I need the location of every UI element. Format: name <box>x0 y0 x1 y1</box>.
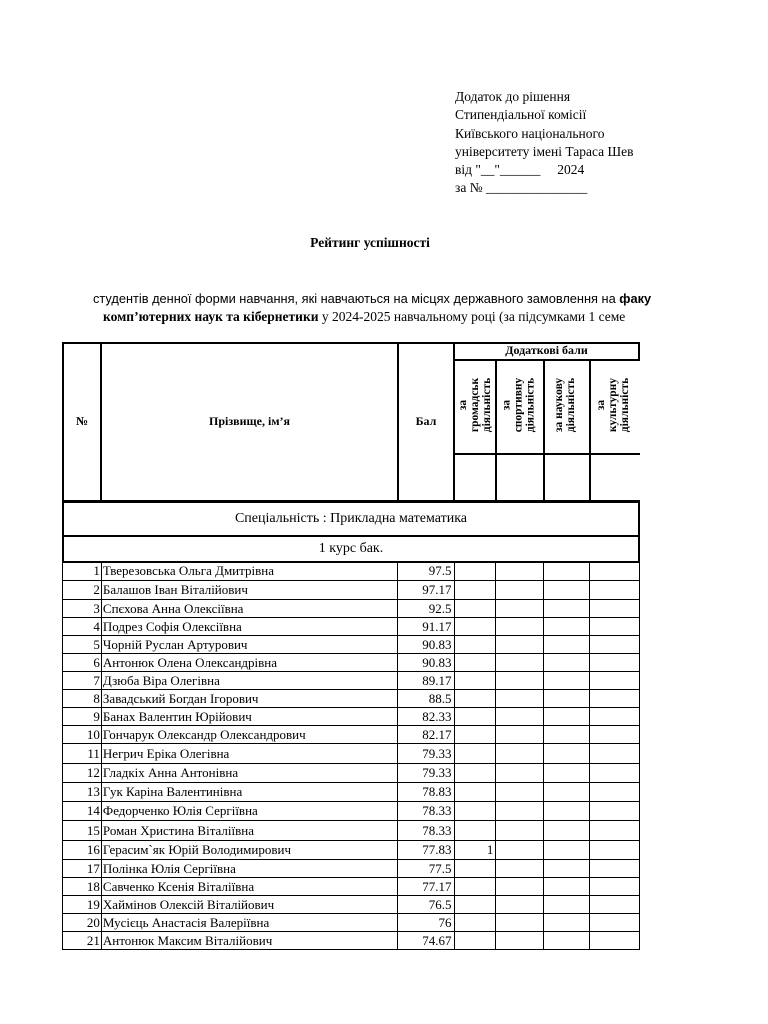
extra-science-points <box>544 764 590 783</box>
student-score: 79.33 <box>397 764 454 783</box>
extra-science-points <box>544 783 590 802</box>
table-row <box>63 581 640 600</box>
table-row <box>63 654 640 672</box>
extra-social-points <box>454 618 496 636</box>
extra-science-points <box>544 932 590 950</box>
extra-science-points <box>544 581 590 600</box>
extra-science-points <box>544 860 590 878</box>
extra-sport-points <box>496 654 544 672</box>
header-extra-col-3 <box>543 359 591 455</box>
extra-culture-points <box>590 581 640 600</box>
extra-sport-points <box>496 618 544 636</box>
extra-sport-points <box>496 932 544 950</box>
intro-line-1 <box>62 290 652 308</box>
student-name: Хаймінов Олексій Віталійович <box>101 896 397 914</box>
stamp-line-4: університету імені Тараса Шев <box>455 143 634 159</box>
row-number: 9 <box>63 708 102 726</box>
stamp-line-5: від "__"______ 2024 <box>455 162 585 178</box>
extra-culture-points <box>590 878 640 896</box>
extra-science-points <box>544 690 590 708</box>
students-table <box>62 561 640 950</box>
header-divider-2 <box>543 453 545 502</box>
row-number: 13 <box>63 783 102 802</box>
student-score: 78.33 <box>397 821 454 841</box>
extra-sport-points <box>496 690 544 708</box>
extra-culture-points <box>590 744 640 764</box>
row-number: 20 <box>63 914 102 932</box>
student-score: 82.17 <box>397 726 454 744</box>
student-score: 77.5 <box>397 860 454 878</box>
table-row <box>63 914 640 932</box>
course-row <box>62 535 640 563</box>
table-row <box>63 821 640 841</box>
extra-science-points <box>544 744 590 764</box>
header-name: Прізвище, ім’я <box>208 414 290 428</box>
table-row <box>63 672 640 690</box>
specialty-label: Спеціальність : Прикладна математика <box>234 511 468 526</box>
student-name: Балашов Іван Віталійович <box>101 581 397 600</box>
row-number: 15 <box>63 821 102 841</box>
student-name: Банах Валентин Юрійович <box>101 708 397 726</box>
intro-line-1-bold: факу <box>619 291 652 306</box>
row-number: 12 <box>63 764 102 783</box>
header-extra-col-2 <box>495 359 545 455</box>
course-label: 1 курс бак. <box>318 541 384 556</box>
extra-sport-points <box>496 600 544 618</box>
student-name: Федорченко Юлія Сергіївна <box>101 802 397 821</box>
student-score: 74.67 <box>397 932 454 950</box>
header-score: Бал <box>415 414 437 428</box>
extra-social-points <box>454 654 496 672</box>
row-number: 3 <box>63 600 102 618</box>
extra-sport-points <box>496 581 544 600</box>
extra-culture-points <box>590 841 640 860</box>
stamp-line-1: Додаток до рішення <box>455 89 571 104</box>
table-row <box>63 878 640 896</box>
extra-social-points <box>454 860 496 878</box>
extra-social-points <box>454 672 496 690</box>
row-number: 4 <box>63 618 102 636</box>
student-score: 77.17 <box>397 878 454 896</box>
student-score: 76 <box>397 914 454 932</box>
student-name: Спєхова Анна Олексіївна <box>101 600 397 618</box>
header-extra-col-4 <box>589 359 640 455</box>
extra-science-points <box>544 562 590 581</box>
header-score-cell <box>397 342 455 502</box>
header-extra-col-1 <box>453 359 497 455</box>
extra-social-points <box>454 636 496 654</box>
extra-science-points <box>544 821 590 841</box>
extra-culture-points <box>590 600 640 618</box>
extra-sport-points <box>496 783 544 802</box>
row-number: 19 <box>63 896 102 914</box>
extra-science-points <box>544 841 590 860</box>
student-score: 78.83 <box>397 783 454 802</box>
student-score: 97.5 <box>397 562 454 581</box>
extra-social-points <box>454 690 496 708</box>
student-score: 91.17 <box>397 618 454 636</box>
stamp-line-6: за № _______________ <box>455 180 588 196</box>
extra-sport-points <box>496 636 544 654</box>
header-num: № <box>75 414 89 428</box>
student-name: Тверезовська Ольга Дмитрівна <box>101 562 397 581</box>
extra-culture-points <box>590 860 640 878</box>
extra-science-points <box>544 672 590 690</box>
row-number: 17 <box>63 860 102 878</box>
extra-culture-points <box>590 618 640 636</box>
extra-sport-points <box>496 896 544 914</box>
student-name: Завадський Богдан Ігорович <box>101 690 397 708</box>
extra-culture-points <box>590 654 640 672</box>
extra-sport-points <box>496 764 544 783</box>
row-number: 6 <box>63 654 102 672</box>
extra-social-points <box>454 708 496 726</box>
row-number: 10 <box>63 726 102 744</box>
extra-science-points <box>544 726 590 744</box>
table-row <box>63 600 640 618</box>
extra-social-points <box>454 581 496 600</box>
header-extra-4: за культурну діяльність <box>595 377 632 433</box>
extra-culture-points <box>590 932 640 950</box>
extra-sport-points <box>496 562 544 581</box>
header-extra-2: за спортивну діяльність <box>500 377 536 433</box>
extra-culture-points <box>590 914 640 932</box>
table-row <box>63 726 640 744</box>
extra-science-points <box>544 654 590 672</box>
row-number: 16 <box>63 841 102 860</box>
extra-science-points <box>544 896 590 914</box>
student-score: 82.33 <box>397 708 454 726</box>
student-name: Роман Христина Віталіївна <box>101 821 397 841</box>
student-name: Антонюк Максим Віталійович <box>101 932 397 950</box>
table-row <box>63 860 640 878</box>
student-name: Чорній Руслан Артурович <box>101 636 397 654</box>
extra-culture-points <box>590 802 640 821</box>
student-name: Мусієць Анастасія Валеріївна <box>101 914 397 932</box>
extra-science-points <box>544 600 590 618</box>
student-score: 79.33 <box>397 744 454 764</box>
extra-sport-points <box>496 878 544 896</box>
extra-social-points <box>454 600 496 618</box>
extra-culture-points <box>590 821 640 841</box>
header-extra-group: Додаткові бали <box>505 343 588 357</box>
students-table-body <box>63 562 640 950</box>
extra-social-points <box>454 932 496 950</box>
extra-sport-points <box>496 726 544 744</box>
table-row <box>63 764 640 783</box>
header-num-cell <box>62 342 102 502</box>
student-name: Полінка Юлія Сергіївна <box>101 860 397 878</box>
extra-culture-points <box>590 896 640 914</box>
student-name: Негрич Еріка Олегівна <box>101 744 397 764</box>
table-row <box>63 562 640 581</box>
extra-social-points <box>454 562 496 581</box>
intro-paragraph <box>62 290 652 326</box>
student-score: 77.83 <box>397 841 454 860</box>
student-score: 90.83 <box>397 654 454 672</box>
student-name: Гладкіх Анна Антонівна <box>101 764 397 783</box>
row-number: 21 <box>63 932 102 950</box>
extra-social-points <box>454 914 496 932</box>
row-number: 2 <box>63 581 102 600</box>
header-name-cell <box>100 342 399 502</box>
extra-social-points <box>454 744 496 764</box>
document-title: Рейтинг успішності <box>310 235 430 250</box>
row-number: 11 <box>63 744 102 764</box>
table-row <box>63 636 640 654</box>
extra-science-points <box>544 636 590 654</box>
table-row <box>63 783 640 802</box>
extra-social-points <box>454 802 496 821</box>
extra-science-points <box>544 878 590 896</box>
header-divider-1 <box>495 453 497 502</box>
specialty-row <box>62 501 640 537</box>
extra-sport-points <box>496 708 544 726</box>
row-number: 8 <box>63 690 102 708</box>
row-number: 7 <box>63 672 102 690</box>
extra-sport-points <box>496 841 544 860</box>
extra-social-points: 1 <box>454 841 496 860</box>
student-name: Гончарук Олександр Олександрович <box>101 726 397 744</box>
extra-sport-points <box>496 672 544 690</box>
student-score: 90.83 <box>397 636 454 654</box>
extra-science-points <box>544 618 590 636</box>
student-score: 88.5 <box>397 690 454 708</box>
extra-sport-points <box>496 914 544 932</box>
student-score: 97.17 <box>397 581 454 600</box>
table-row <box>63 932 640 950</box>
student-name: Подрез Софія Олексіївна <box>101 618 397 636</box>
extra-sport-points <box>496 744 544 764</box>
student-name: Савченко Ксенія Віталіївна <box>101 878 397 896</box>
extra-social-points <box>454 726 496 744</box>
extra-culture-points <box>590 708 640 726</box>
extra-culture-points <box>590 690 640 708</box>
extra-culture-points <box>590 783 640 802</box>
table-row <box>63 802 640 821</box>
row-number: 5 <box>63 636 102 654</box>
table-row <box>63 708 640 726</box>
approval-stamp <box>455 88 640 198</box>
student-score: 89.17 <box>397 672 454 690</box>
intro-line-1-text: студентів денної форми навчання, які навчаються на місцях державного замовлення на <box>93 291 620 306</box>
header-extra-1: за громадськ діяльність <box>457 377 494 433</box>
header-extra-3: за наукову діяльність <box>553 377 578 433</box>
extra-culture-points <box>590 672 640 690</box>
student-name: Герасим`як Юрій Володимирович <box>101 841 397 860</box>
intro-line-2 <box>62 308 640 326</box>
student-name: Гук Каріна Валентинівна <box>101 783 397 802</box>
extra-sport-points <box>496 860 544 878</box>
table-row <box>63 690 640 708</box>
extra-culture-points <box>590 562 640 581</box>
rating-table <box>62 342 640 962</box>
extra-culture-points <box>590 764 640 783</box>
extra-social-points <box>454 783 496 802</box>
extra-science-points <box>544 802 590 821</box>
header-divider-3 <box>589 453 591 502</box>
table-row <box>63 841 640 860</box>
extra-social-points <box>454 896 496 914</box>
student-name: Дзюба Віра Олегівна <box>101 672 397 690</box>
table-row <box>63 896 640 914</box>
student-score: 76.5 <box>397 896 454 914</box>
student-score: 92.5 <box>397 600 454 618</box>
extra-science-points <box>544 708 590 726</box>
stamp-line-2: Стипендіальної комісії <box>455 107 587 123</box>
table-row <box>63 744 640 764</box>
extra-social-points <box>454 878 496 896</box>
extra-social-points <box>454 764 496 783</box>
table-row <box>63 618 640 636</box>
extra-science-points <box>544 914 590 932</box>
extra-culture-points <box>590 726 640 744</box>
intro-line-2-text: у 2024-2025 навчальному році (за підсумками 1 семе <box>318 309 626 324</box>
extra-sport-points <box>496 802 544 821</box>
row-number: 1 <box>63 562 102 581</box>
intro-line-2-bold: комп’ютерних наук та кібернетики <box>103 309 319 324</box>
row-number: 14 <box>63 802 102 821</box>
row-number: 18 <box>63 878 102 896</box>
student-name: Антонюк Олена Олександрівна <box>101 654 397 672</box>
extra-culture-points <box>590 636 640 654</box>
extra-social-points <box>454 821 496 841</box>
stamp-line-3: Київського національного <box>455 125 605 141</box>
extra-sport-points <box>496 821 544 841</box>
student-score: 78.33 <box>397 802 454 821</box>
